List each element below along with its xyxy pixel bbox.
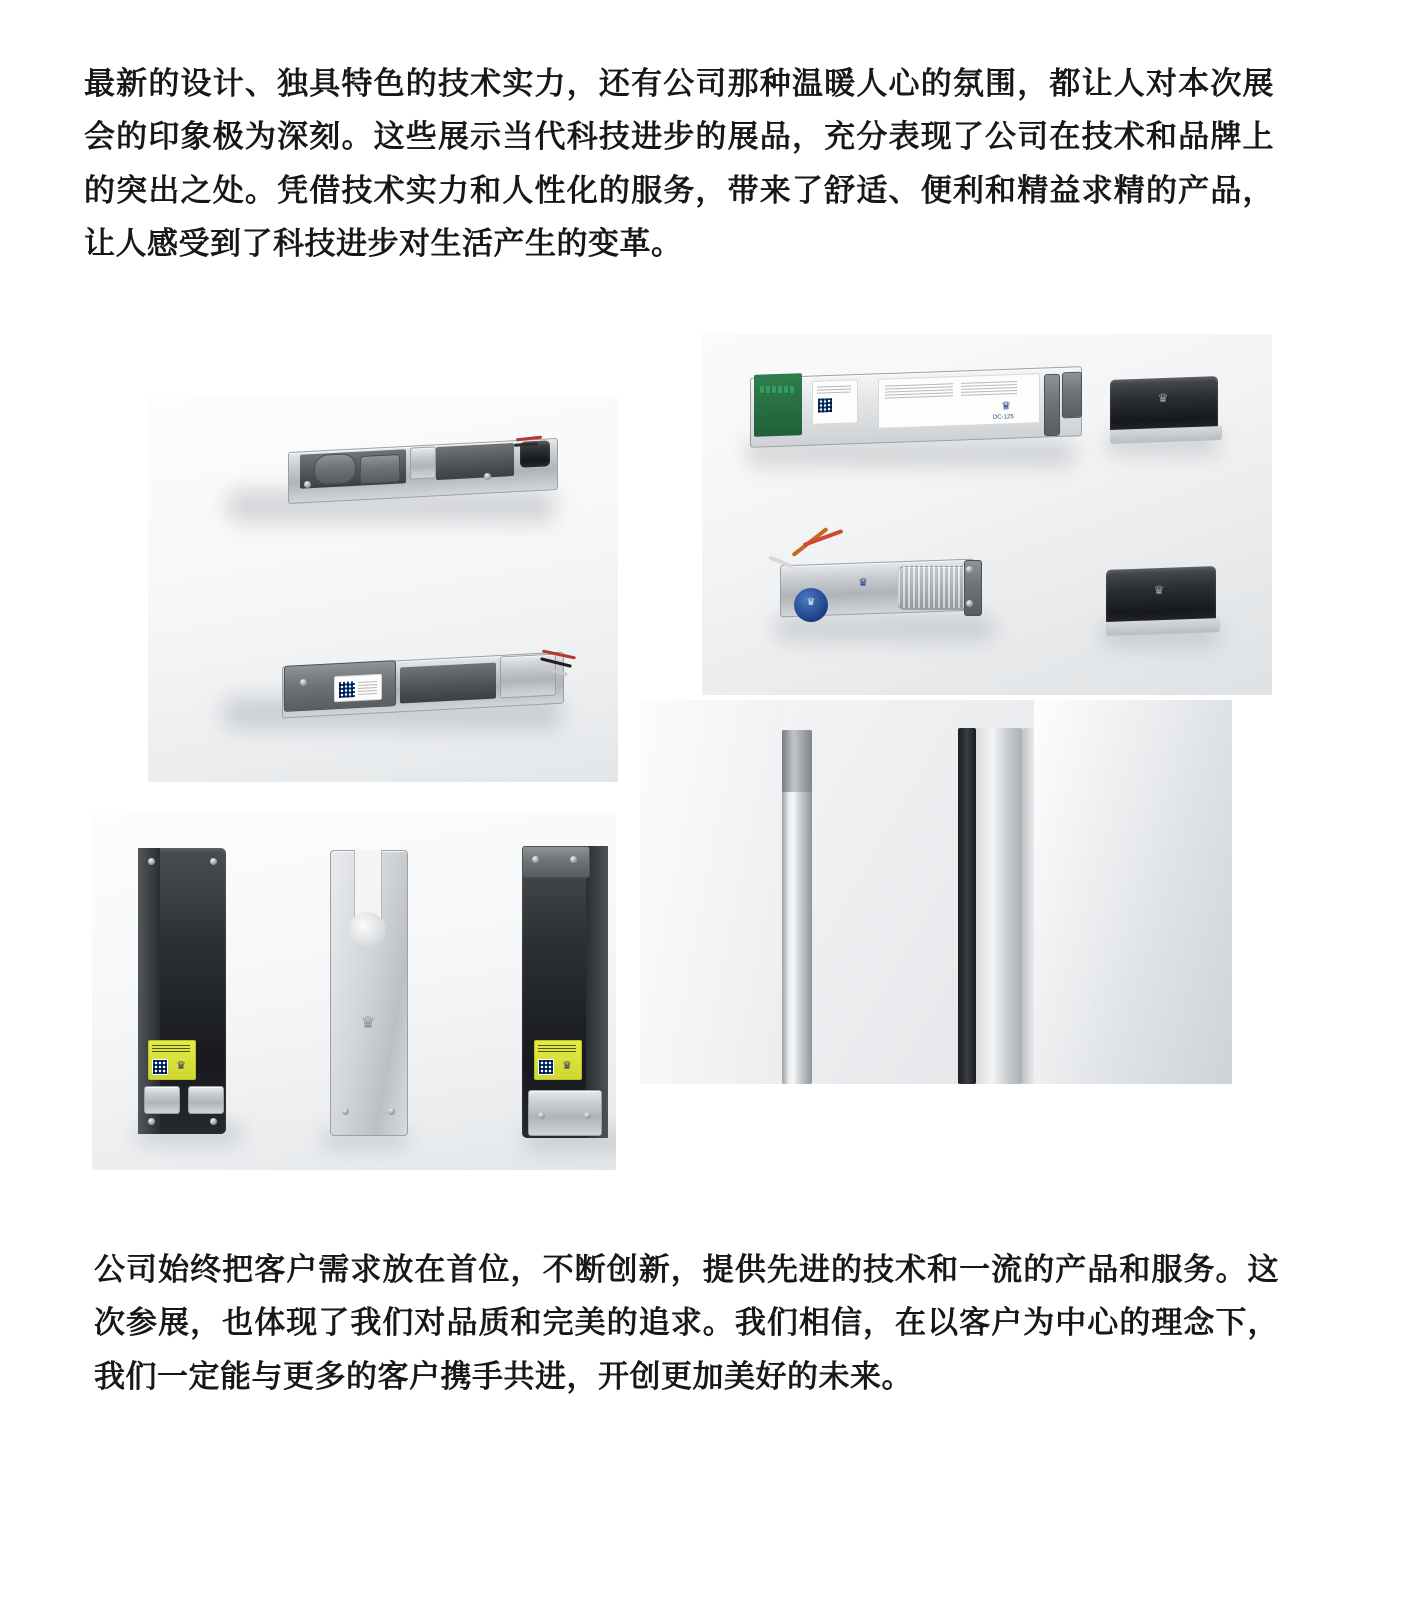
controller-spec-label bbox=[878, 373, 1040, 429]
certificate-label bbox=[534, 1040, 582, 1080]
photo-glass-door-rail bbox=[640, 700, 1232, 1084]
door-edge-dark bbox=[958, 728, 976, 1084]
photo-door-operator-internals bbox=[148, 397, 618, 782]
frame-bevel bbox=[1022, 728, 1034, 1084]
qr-label bbox=[334, 674, 382, 703]
brand-crown-icon: ♛ bbox=[1153, 583, 1165, 597]
qr-code-icon bbox=[152, 1059, 168, 1075]
brand-crown-icon: ♛ bbox=[1157, 391, 1169, 405]
controller-model-text: DC-125 bbox=[993, 414, 1014, 421]
qr-code-icon bbox=[538, 1059, 554, 1075]
brand-crown-icon: ♛ bbox=[1001, 400, 1011, 413]
terminal-block bbox=[754, 373, 802, 437]
glass-panel bbox=[1034, 700, 1232, 1084]
door-frame-profile bbox=[976, 728, 1022, 1084]
certificate-label bbox=[148, 1040, 196, 1080]
brand-crown-icon: ♛ bbox=[176, 1060, 186, 1072]
photo-controller-and-covers bbox=[702, 334, 1272, 695]
brand-crown-icon: ♛ bbox=[806, 597, 816, 608]
qr-code-icon bbox=[338, 680, 356, 699]
plate-hole bbox=[348, 912, 386, 950]
brand-crown-icon: ♛ bbox=[858, 577, 868, 589]
intro-paragraph: 最新的设计、独具特色的技术实力，还有公司那种温暖人心的氛围，都让人对本次展会的印象极为深刻。这些展示当代科技进步的展品，充分表现了公司在技术和品牌上的突出之处。凭借技术实力和人性化的服务，带来了舒适、便利和精益求精的产品，让人感受到了科技进步对生活产生的变革。 bbox=[84, 66, 1274, 261]
closing-paragraph: 公司始终把客户需求放在首位，不断创新，提供先进的技术和一流的产品和服务。这次参展，也体现了我们对品质和完美的追求。我们相信，在以客户为中心的理念下，我们一定能与更多的客户携手共进，开创更加美好的未来。 bbox=[94, 1252, 1279, 1394]
wall-panel bbox=[640, 700, 782, 1084]
qr-code-icon bbox=[817, 397, 833, 414]
brand-crown-icon: ♛ bbox=[360, 1015, 376, 1032]
controller-sticker bbox=[812, 379, 858, 425]
post-top-cap bbox=[782, 730, 812, 792]
brand-crown-icon: ♛ bbox=[562, 1060, 572, 1072]
photo-lock-bodies bbox=[92, 812, 616, 1170]
led-indicators bbox=[760, 386, 794, 393]
